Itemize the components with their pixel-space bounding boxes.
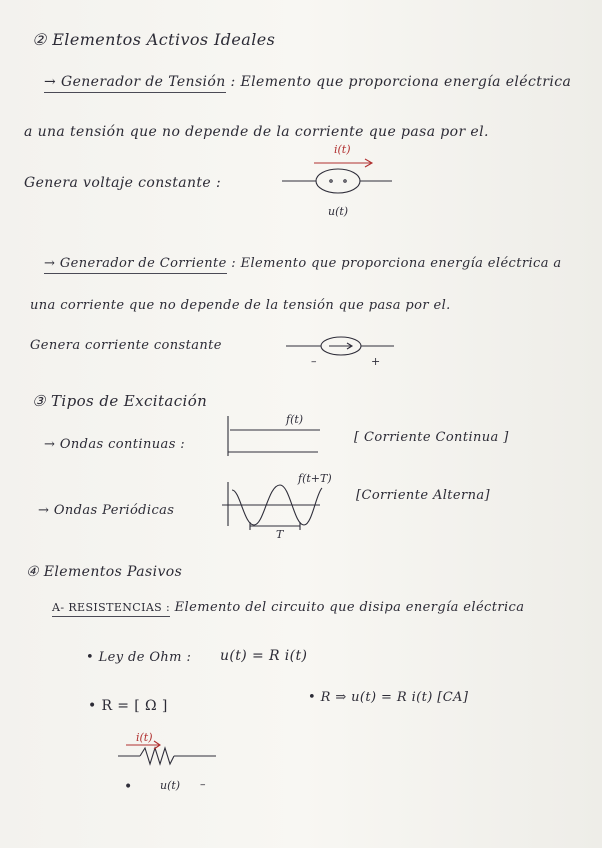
vsrc-dot-right [344, 180, 346, 182]
cont-bracket: [ Corriente Continua ] [354, 430, 509, 445]
ondas-continuas: → Ondas continuas : [44, 437, 186, 452]
section-3-title: ③ Tipos de Excitación [32, 392, 208, 410]
gen-tension-line [44, 74, 571, 90]
ondas-periodicas: → Ondas Periódicas [38, 503, 175, 518]
section-4-title: ④ Elementos Pasivos [26, 564, 183, 580]
voltage-source-symbol [282, 159, 392, 193]
ohm-label: • Ley de Ohm : [86, 650, 192, 665]
res-voltage-label: u(t) [160, 779, 181, 792]
per-fn-label: f(t+T) [298, 472, 332, 485]
gen-tension-def-a: : Elemento que proporciona energía eléctrica [230, 74, 572, 90]
per-sine [232, 485, 322, 525]
diag2-minus: – [311, 355, 317, 368]
resistor-symbol [118, 741, 216, 764]
vsrc-dot-left [330, 180, 332, 182]
res-minus: – [200, 778, 206, 791]
diag2-plus: + [371, 355, 381, 368]
ohm-eq: u(t) = R i(t) [220, 648, 308, 664]
unit-line: • R = [ Ω ] [88, 698, 168, 714]
per-T-label: T [276, 528, 284, 541]
res-zigzag [140, 748, 174, 764]
diag1-voltage-label: u(t) [328, 205, 349, 218]
gen-corriente-label: → Generador de Corriente [44, 256, 227, 274]
corriente-line: Genera corriente constante [30, 338, 222, 353]
isrc-circle [321, 337, 361, 355]
per-period-bracket [250, 522, 300, 530]
resist-label: A- RESISTENCIAS : [52, 601, 170, 617]
section-2-title: ② Elementos Activos Ideales [32, 30, 276, 49]
res-current-label: i(t) [136, 731, 153, 744]
continuous-wave [228, 416, 320, 456]
per-bracket: [Corriente Alterna] [356, 488, 491, 503]
res-dot: • [124, 779, 133, 795]
vsrc-current-arrow [314, 159, 372, 167]
periodic-wave [222, 482, 322, 530]
voltaje-line: Genera voltaje constante : [24, 175, 222, 191]
resist-line [52, 600, 524, 615]
gen-tension-label: → Generador de Tensión [44, 74, 226, 93]
current-source-symbol [286, 337, 394, 355]
gen-corriente-line [44, 256, 562, 271]
isrc-inner-arrow [329, 343, 352, 349]
diag1-current-label: i(t) [334, 143, 351, 156]
resist-def: Elemento del circuito que disipa energía eléctrica [174, 600, 525, 615]
gen-corriente-def-b: una corriente que no depende de la tensión que pasa por el. [30, 298, 451, 313]
ca-eq: • R ⇒ u(t) = R i(t) [CA] [308, 690, 469, 705]
gen-tension-def-b: a una tensión que no depende de la corriente que pasa por el. [24, 124, 489, 140]
vsrc-circle [316, 169, 360, 193]
cont-fn-label: f(t) [286, 413, 304, 426]
gen-corriente-def-a: : Elemento que proporciona energía eléctrica a [231, 256, 562, 271]
